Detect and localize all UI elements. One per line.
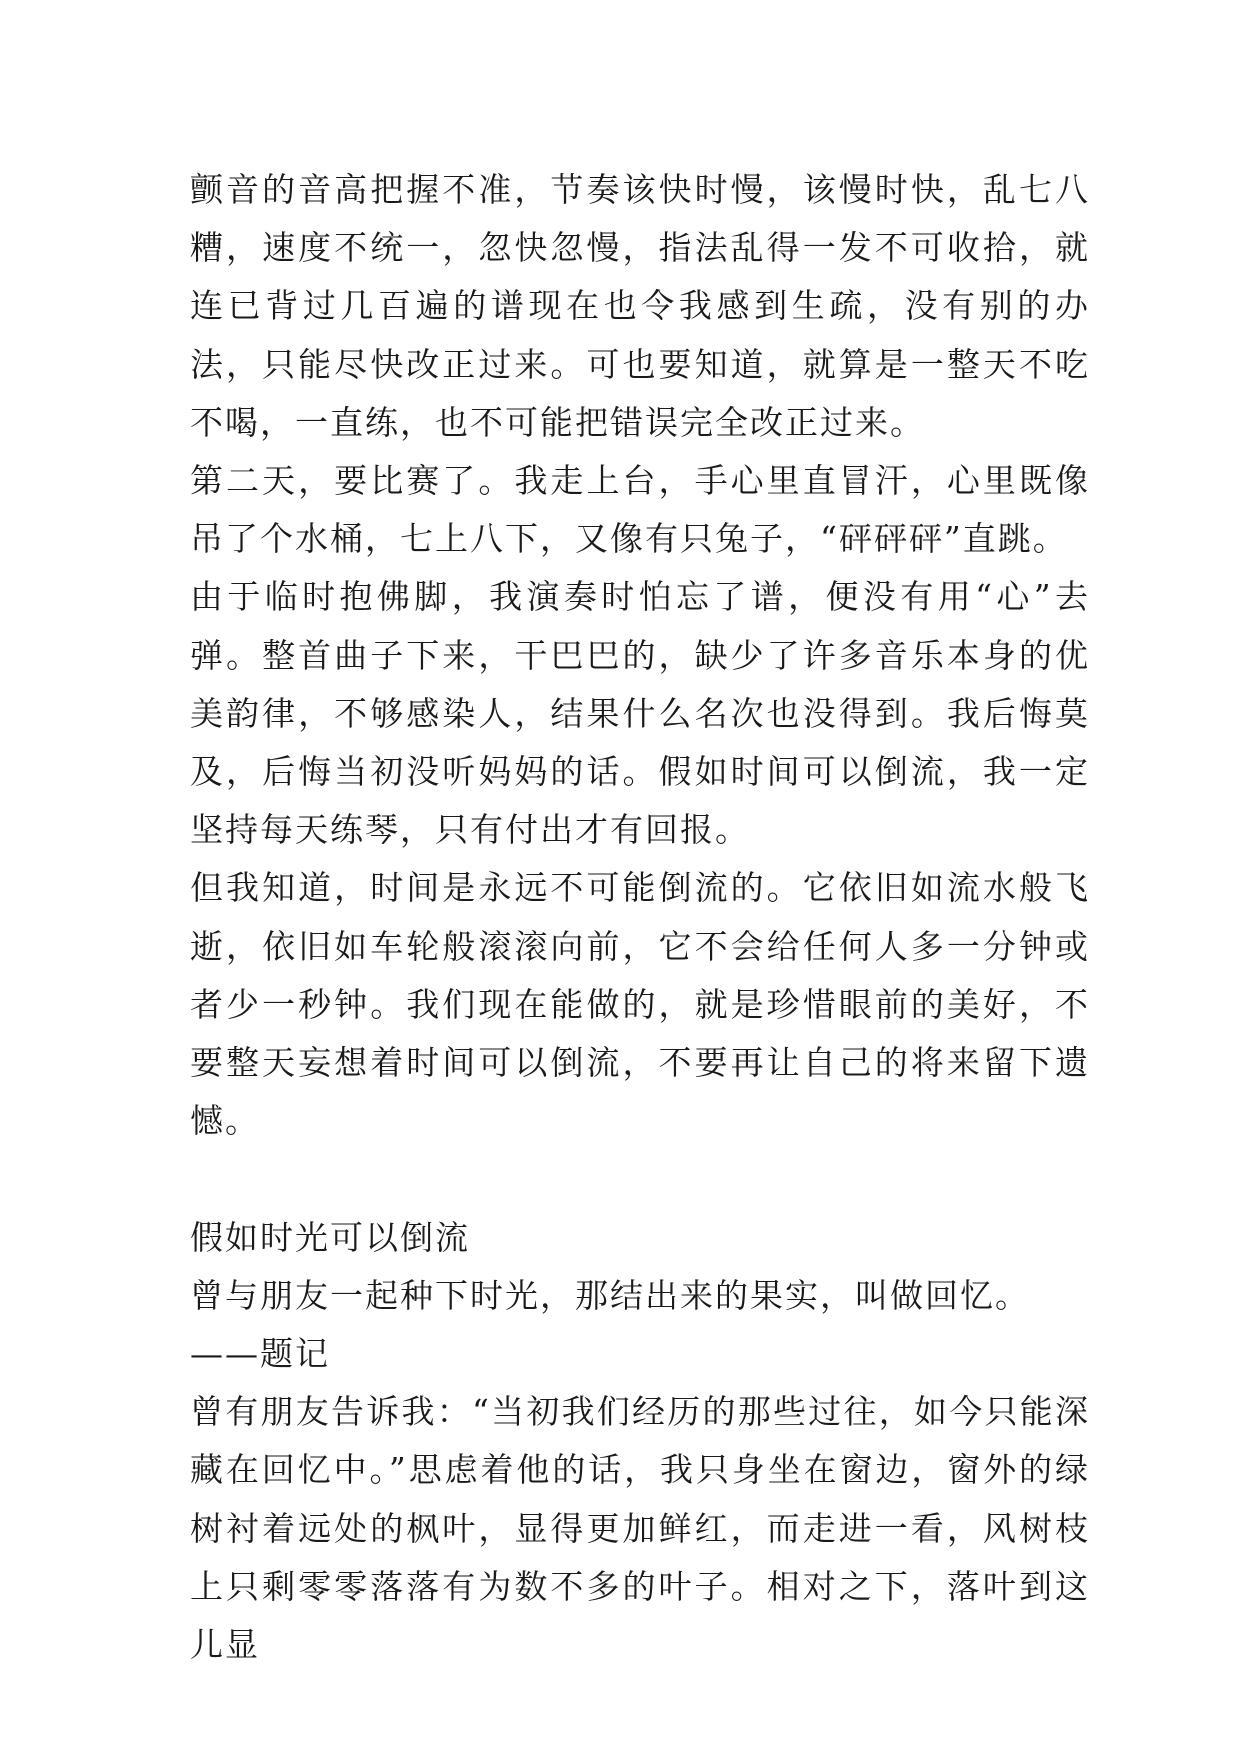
section-gap <box>190 1150 1090 1208</box>
paragraph-competition: 第二天，要比赛了。我走上台，手心里直冒汗，心里既像吊了个水桶，七上八下，又像有只兔子，“砰砰砰”直跳。 <box>190 461 1090 559</box>
essay-paragraph: 曾有朋友告诉我：“当初我们经历的那些过往，如今只能深藏在回忆中。”思虑着他的话，我只身坐在窗边，窗外的绿树衬着远处的枫叶，显得更加鲜红，而走进一看，风树枝上只剩零零落落有为数不多的叶子。相对之下，落叶到这儿显 <box>190 1392 1090 1665</box>
epigraph-attribution: ——题记 <box>190 1334 330 1374</box>
paragraph-reflection: 但我知道，时间是永远不可能倒流的。它依旧如流水般飞逝，依旧如车轮般滚滚向前，它不会给任何人多一分钟或者少一秒钟。我们现在能做的，就是珍惜眼前的美好，不要整天妄想着时间可以倒流，不要再让自己的将来留下遗憾。 <box>190 868 1090 1141</box>
paragraph-performance: 由于临时抱佛脚，我演奏时怕忘了谱，便没有用“心”去弹。整首曲子下来，干巴巴的，缺少了许多音乐本身的优美韵律，不够感染人，结果什么名次也没得到。我后悔莫及，后悔当初没听妈妈的话。假如时间可以倒流，我一定坚持每天练琴，只有付出才有回报。 <box>190 577 1090 850</box>
essay-title: 假如时光可以倒流 <box>190 1217 470 1257</box>
document-body <box>190 161 1090 1674</box>
paragraph-practice: 颤音的音高把握不准，节奏该快时慢，该慢时快，乱七八糟，速度不统一，忽快忽慢，指法乱得一发不可收拾，就连已背过几百遍的谱现在也令我感到生疏，没有别的办法，只能尽快改正过来。可也要知道，就算是一整天不吃不喝，一直练，也不可能把错误完全改正过来。 <box>190 170 1090 442</box>
epigraph: 曾与朋友一起种下时光，那结出来的果实，叫做回忆。 <box>190 1275 1030 1315</box>
